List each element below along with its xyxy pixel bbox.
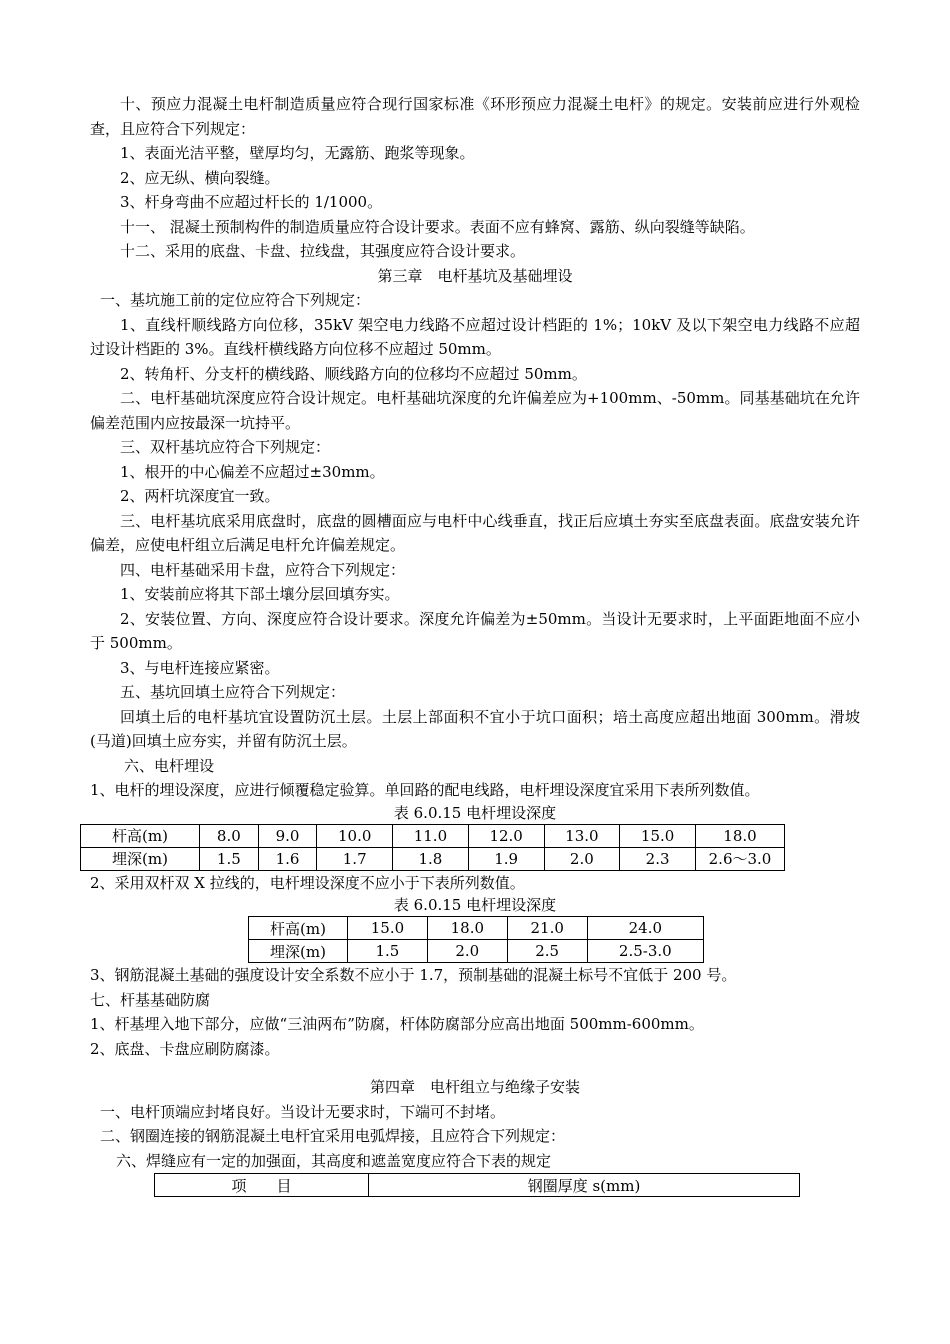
- paragraph-10-item-1: 1、表面光洁平整，壁厚均匀，无露筋、跑浆等现象。: [120, 144, 475, 162]
- ch4-section-2: 二、钢圈连接的钢筋混凝土电杆宜采用电弧焊接，且应符合下列规定：: [100, 1127, 566, 1145]
- table-cell: 1.8: [393, 847, 469, 870]
- table-cell: 钢圈厚度 s(mm): [369, 1174, 800, 1197]
- burial-depth-table-1: [80, 824, 785, 871]
- section-2: 二、电杆基础坑深度应符合设计规定。电杆基础坑深度的允许偏差应为+100mm、-50mm。同基基础坑在允许偏差范围内应按最深一坑持平。: [90, 389, 860, 432]
- table-cell: 埋深(m): [249, 940, 348, 963]
- ch4-section-1: 一、电杆顶端应封堵良好。当设计无要求时，下端可不封堵。: [100, 1102, 506, 1121]
- table-2-caption: 表 6.0.15 电杆埋设深度: [393, 896, 557, 914]
- table-row: [249, 917, 704, 940]
- table-cell: 18.0: [427, 917, 507, 940]
- table-cell: 埋深(m): [81, 847, 200, 870]
- table-row: [81, 824, 785, 847]
- section-6-item-1: 1、电杆的埋设深度，应进行倾覆稳定验算。单回路的配电线路，电杆埋设深度宜采用下表所列数值。: [90, 781, 760, 799]
- table-cell: 13.0: [544, 824, 620, 847]
- section-1-heading: 一、基坑施工前的定位应符合下列规定：: [100, 291, 371, 309]
- ch4-section-6: 六、焊缝应有一定的加强面，其高度和遮盖宽度应符合下表的规定: [116, 1151, 552, 1170]
- section-3-item-1: 1、根开的中心偏差不应超过±30mm。: [120, 462, 385, 481]
- table-cell: 1.7: [317, 847, 393, 870]
- table-cell: 项 目: [155, 1174, 369, 1197]
- table-cell: 1.5: [200, 847, 259, 870]
- table-cell: 9.0: [258, 824, 317, 847]
- table-cell: 2.5-3.0: [587, 940, 703, 963]
- burial-depth-table-2: [248, 916, 704, 963]
- section-3b: 三、电杆基坑底采用底盘时，底盘的圆槽面应与电杆中心线垂直，找正后应填土夯实至底盘表面。底盘安装允许偏差，应使电杆组立后满足电杆允许偏差规定。: [90, 511, 860, 554]
- section-7-heading: 七、杆基基础防腐: [90, 990, 211, 1009]
- section-4-item-2: 2、安装位置、方向、深度应符合设计要求。深度允许偏差为±50mm。当设计无要求时，上平面距地面不应小于 500mm。: [90, 609, 860, 652]
- table-row: [155, 1174, 800, 1197]
- table-cell: 8.0: [200, 824, 259, 847]
- table-cell: 24.0: [587, 917, 703, 940]
- section-6-item-3: 3、钢筋混凝土基础的强度设计安全系数不应小于 1.7，预制基础的混凝土标号不宜低于 200 号。: [90, 966, 737, 984]
- table-row: [81, 847, 785, 870]
- chapter-3-title: 第三章 电杆基坑及基础埋设: [377, 266, 573, 285]
- section-1-item-2: 2、转角杆、分支杆的横线路、顺线路方向的位移均不应超过 50mm。: [120, 364, 587, 383]
- table-row: [249, 940, 704, 963]
- table-cell: 15.0: [348, 917, 428, 940]
- section-1-item-1: 1、直线杆顺线路方向位移，35kV 架空电力线路不应超过设计档距的 1%；10kV 及以下架空电力线路不应超过设计档距的 3%。直线杆横线路方向位移不应超过 50mm。: [90, 315, 860, 358]
- section-5-body: 回填土后的电杆基坑宜设置防沉土层。土层上部面积不宜小于坑口面积；培土高度应超出地面 300mm。滑坡(马道)回填土应夯实，并留有防沉土层。: [90, 707, 860, 750]
- table-cell: 15.0: [620, 824, 696, 847]
- section-3-heading: 三、双杆基坑应符合下列规定：: [120, 438, 331, 456]
- table-cell: 2.0: [427, 940, 507, 963]
- document-page: [90, 92, 860, 1197]
- table-cell: 1.5: [348, 940, 428, 963]
- section-6-heading: 六、电杆埋设: [124, 756, 215, 775]
- paragraph-12: 十二、采用的底盘、卡盘、拉线盘，其强度应符合设计要求。: [120, 242, 526, 260]
- table-cell: 杆高(m): [249, 917, 348, 940]
- table-cell: 10.0: [317, 824, 393, 847]
- section-7-item-1: 1、杆基埋入地下部分，应做“三油两布”防腐，杆体防腐部分应高出地面 500mm-600mm。: [90, 1015, 704, 1033]
- section-7-item-2: 2、底盘、卡盘应刷防腐漆。: [90, 1039, 280, 1058]
- table-1-caption: 表 6.0.15 电杆埋设深度: [393, 803, 557, 822]
- table-cell: 2.5: [507, 940, 587, 963]
- paragraph-11: 十一、 混凝土预制构件的制造质量应符合设计要求。表面不应有蜂窝、露筋、纵向裂缝等缺陷。: [120, 217, 755, 236]
- table-cell: 21.0: [507, 917, 587, 940]
- table-cell: 杆高(m): [81, 824, 200, 847]
- table-cell: 1.9: [468, 847, 544, 870]
- table-cell: 2.6～3.0: [696, 847, 785, 870]
- table-cell: 1.6: [258, 847, 317, 870]
- paragraph-10-item-3: 3、杆身弯曲不应超过杆长的 1/1000。: [120, 193, 383, 211]
- weld-reinforcement-table: [154, 1173, 800, 1197]
- section-5-heading: 五、基坑回填土应符合下列规定：: [120, 683, 346, 701]
- table-cell: 2.0: [544, 847, 620, 870]
- paragraph-10-item-2: 2、应无纵、横向裂缝。: [120, 168, 280, 187]
- section-3-item-2: 2、两杆坑深度宜一致。: [120, 487, 280, 505]
- chapter-4-title: 第四章 电杆组立与绝缘子安装: [369, 1078, 580, 1096]
- table-cell: 18.0: [696, 824, 785, 847]
- table-cell: 12.0: [468, 824, 544, 847]
- table-cell: 11.0: [393, 824, 469, 847]
- section-4-item-1: 1、安装前应将其下部土壤分层回填夯实。: [120, 585, 400, 603]
- paragraph-10: 十、预应力混凝土电杆制造质量应符合现行国家标准《环形预应力混凝土电杆》的规定。安装前应进行外观检查，且应符合下列规定：: [90, 95, 860, 138]
- section-6-item-2: 2、采用双杆双 X 拉线的，电杆埋设深度不应小于下表所列数值。: [90, 873, 525, 892]
- table-cell: 2.3: [620, 847, 696, 870]
- section-4-heading: 四、电杆基础采用卡盘，应符合下列规定：: [120, 560, 406, 579]
- section-4-item-3: 3、与电杆连接应紧密。: [120, 658, 280, 677]
